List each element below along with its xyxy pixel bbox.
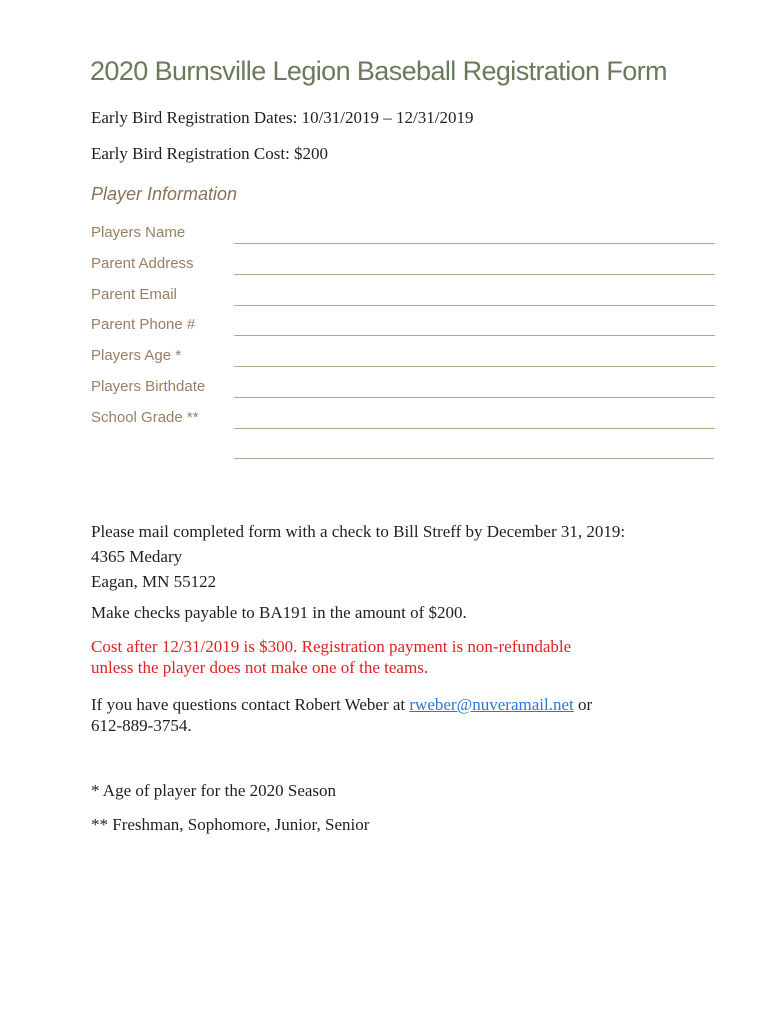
late-cost-notice: Cost after 12/31/2019 is $300. Registration payment is non-refundable [91,637,572,656]
field-school-grade [91,407,721,438]
players-birthdate-input-line[interactable] [234,397,715,398]
early-bird-dates: Early Bird Registration Dates: 10/31/2019 – 12/31/2019 [91,108,474,127]
player-fields [91,222,721,438]
contact-line [91,695,592,715]
field-label: Parent Phone # [91,316,196,334]
field-label: Players Age * [91,347,182,365]
mailing-address-line1: 4365 Medary [91,547,183,566]
player-information-heading: Player Information [91,184,238,204]
refund-notice: unless the player does not make one of the teams. [91,658,429,677]
field-label: School Grade ** [91,408,199,426]
players-name-input-line[interactable] [234,243,715,244]
field-label: Players Birthdate [91,377,206,395]
school-grade-input-line[interactable] [234,428,715,429]
field-label: Parent Email [91,285,177,303]
field-players-name [91,222,721,253]
additional-input-line[interactable] [234,458,714,459]
mailing-address-line2: Eagan, MN 55122 [91,572,217,591]
field-label: Players Name [91,224,186,241]
parent-phone-input-line[interactable] [234,335,715,336]
players-age-input-line[interactable] [234,366,715,367]
page-title: 2020 Burnsville Legion Baseball Registration Form [90,56,667,86]
parent-address-input-line[interactable] [234,274,715,275]
footnote-age: * Age of player for the 2020 Season [91,781,337,800]
field-players-birthdate [91,376,721,407]
payable-instruction: Make checks payable to BA191 in the amount of $200. [91,603,467,622]
field-parent-email [91,284,721,315]
footnote-grade: ** Freshman, Sophomore, Junior, Senior [91,815,370,834]
field-parent-address [91,253,721,284]
field-players-age [91,345,721,376]
mailing-instruction: Please mail completed form with a check to Bill Streff by December 31, 2019: [91,522,626,541]
contact-suffix: or [573,695,593,714]
field-parent-phone [91,314,721,345]
parent-email-input-line[interactable] [234,305,715,306]
contact-prefix: If you have questions contact Robert Weber at [91,695,410,714]
field-label: Parent Address [91,254,194,272]
contact-email-link[interactable]: rweber@nuveramail.net [409,695,574,714]
early-bird-cost: Early Bird Registration Cost: $200 [91,144,329,163]
contact-phone: 612-889-3754. [91,716,192,735]
